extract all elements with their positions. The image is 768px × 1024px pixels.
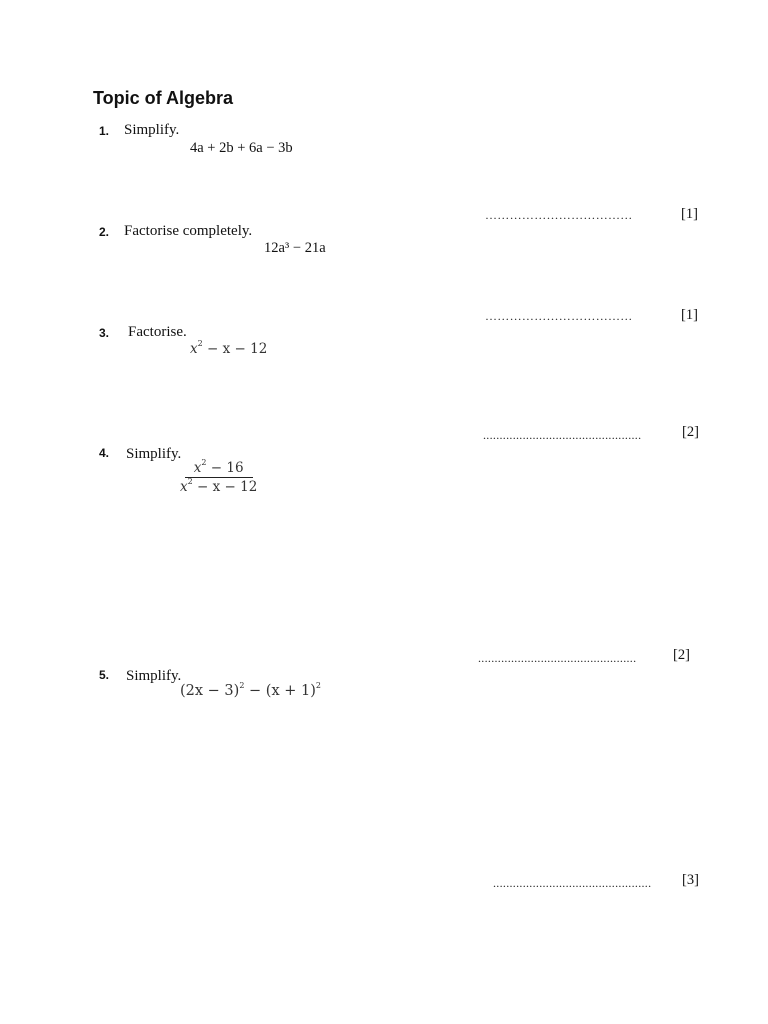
answer-line[interactable]: ……………………………… xyxy=(485,208,633,222)
answer-line[interactable]: ................................................ xyxy=(478,651,637,665)
expr-exponent: 2 xyxy=(197,339,203,348)
question-instruction: Simplify. xyxy=(126,668,182,684)
question-number: 1. xyxy=(99,124,110,138)
question-instruction: Factorise completely. xyxy=(124,223,253,239)
marks-label: [1] xyxy=(681,307,698,323)
question-instruction: Simplify. xyxy=(124,122,180,138)
expr-term-2: (x + 1) xyxy=(265,683,316,699)
marks-label: [1] xyxy=(681,206,698,222)
expr-rest: − x − 12 xyxy=(202,341,268,357)
question-number: 3. xyxy=(99,326,110,340)
question-number: 5. xyxy=(99,668,110,682)
answer-line[interactable]: ……………………………… xyxy=(485,309,633,323)
marks-label: [2] xyxy=(673,647,690,663)
expr-exponent-2: 2 xyxy=(315,681,321,690)
question-instruction: Factorise. xyxy=(128,324,187,340)
expr-exponent-1: 2 xyxy=(239,681,245,690)
expr-minus: − xyxy=(244,683,266,699)
question-expression xyxy=(190,341,267,357)
question-expression: 4a + 2b + 6a − 3b xyxy=(190,140,293,156)
fraction-numerator: $x^2 - 16$ xyxy=(193,458,244,476)
expr-base: x xyxy=(190,341,198,357)
question-number: 4. xyxy=(99,446,110,460)
question-expression xyxy=(180,683,321,699)
fraction-expression xyxy=(180,460,257,495)
fraction-denominator: $x^2 - x - 12$ xyxy=(180,477,258,495)
question-number: 2. xyxy=(99,225,110,239)
marks-label: [3] xyxy=(682,872,699,888)
marks-label: [2] xyxy=(682,424,699,440)
question-expression: 12a³ − 21a xyxy=(264,240,326,256)
expr-term-1: (2x − 3) xyxy=(180,683,240,699)
question-instruction: Simplify. xyxy=(126,446,182,462)
answer-line[interactable]: ................................................ xyxy=(483,428,642,442)
answer-line[interactable]: ................................................ xyxy=(493,876,652,890)
page-title: Topic of Algebra xyxy=(93,88,234,108)
